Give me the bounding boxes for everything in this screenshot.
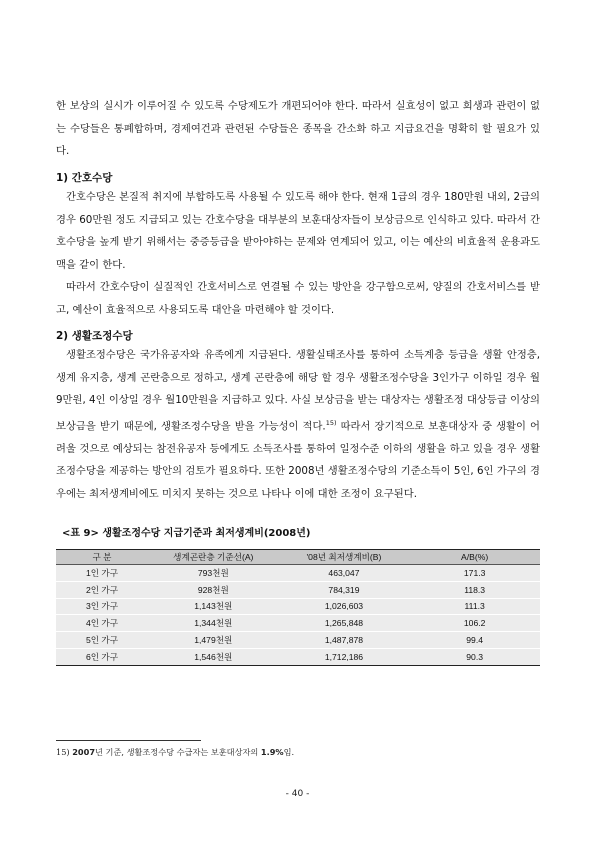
cell-category: 6인 가구 xyxy=(56,648,148,665)
cell-minimum-cost: 1,265,848 xyxy=(279,615,410,632)
cell-ratio: 118.3 xyxy=(409,581,540,598)
cell-threshold: 1,479천원 xyxy=(148,632,279,649)
paragraph-nursing-2: 따라서 간호수당이 실질적인 간호서비스로 연결될 수 있는 방안을 강구함으로써, 양질의 간호서비스를 받고, 예산이 효율적으로 사용되도록 대안을 마련해야 할 것이다. xyxy=(56,281,540,316)
paragraph-nursing-1: 간호수당은 본질적 취지에 부합하도록 사용될 수 있도록 해야 한다. 현재 1급의 경우 180만원 내외, 2급의 경우 60만원 정도 지급되고 있는 간호수당을 대부분의 보훈대상자들이 보상금으로 인식하고 있다. 따라서 간호수당을 높게 받기 위해서는 중증등급을 받아야하는 문제와 연계되어 있고, 이는 예산의 비효율적 운용과도 맥을 같이 한다. xyxy=(56,191,540,271)
paragraph-living-allowance xyxy=(56,344,540,506)
footnote xyxy=(56,747,294,758)
cell-ratio: 111.3 xyxy=(409,598,540,615)
cell-threshold: 1,143천원 xyxy=(148,598,279,615)
footnote-divider xyxy=(56,740,201,741)
cell-category: 5인 가구 xyxy=(56,632,148,649)
cell-threshold: 1,344천원 xyxy=(148,615,279,632)
cell-threshold: 928천원 xyxy=(148,581,279,598)
table-row xyxy=(56,565,540,582)
cell-ratio: 90.3 xyxy=(409,648,540,665)
col-header-minimum-cost: '08년 최저생계비(B) xyxy=(279,550,410,565)
cell-category: 4인 가구 xyxy=(56,615,148,632)
page-number: - 40 - xyxy=(285,789,310,799)
cell-ratio: 106.2 xyxy=(409,615,540,632)
paragraph-living-main: 생활조정수당은 국가유공자와 유족에게 지급된다. 생활실태조사를 통하여 소득계층 등급을 생활 안정층, 생계 유지층, 생계 곤란층으로 정하고, 생계 곤란층에 해당 할 경우 생활조정수당을 3인가구 이하일 경우 월 9만원, 4인 이상일 경우 월10만원을 지급하고 있다. 사실 보상금을 받는 대상자는 생활조정 대상등급 이상의 보상금을 받기 때문에, 생활조정수당을 받을 가능성이 적다. xyxy=(56,349,540,433)
col-header-category: 구 분 xyxy=(56,550,148,565)
cell-minimum-cost: 784,319 xyxy=(279,581,410,598)
table-row xyxy=(56,598,540,615)
table-row xyxy=(56,648,540,665)
footnote-number: 15) xyxy=(56,747,70,757)
table-row xyxy=(56,581,540,598)
footnote-text-b: 임. xyxy=(283,747,295,757)
col-header-ratio: A/B(%) xyxy=(409,550,540,565)
table-title: <표 9> 생활조정수당 지급기준과 최저생계비(2008년) xyxy=(62,528,311,539)
footnote-year: 2007 xyxy=(72,747,96,757)
cell-minimum-cost: 1,026,603 xyxy=(279,598,410,615)
table-row xyxy=(56,615,540,632)
section-heading-nursing-allowance: 1) 간호수당 xyxy=(56,172,113,184)
footnote-text-a: 년 기준, 생활조정수당 수급자는 보훈대상자의 xyxy=(95,747,261,757)
table-header-row xyxy=(56,550,540,565)
cell-category: 2인 가구 xyxy=(56,581,148,598)
cell-category: 3인 가구 xyxy=(56,598,148,615)
cell-ratio: 99.4 xyxy=(409,632,540,649)
cell-threshold: 1,546천원 xyxy=(148,648,279,665)
cell-minimum-cost: 463,047 xyxy=(279,565,410,582)
cell-category: 1인 가구 xyxy=(56,565,148,582)
cell-minimum-cost: 1,712,186 xyxy=(279,648,410,665)
cell-ratio: 171.3 xyxy=(409,565,540,582)
paragraph-intro: 한 보상의 실시가 이루어질 수 있도록 수당제도가 개편되어야 한다. 따라서 실효성이 없고 희생과 관련이 없는 수당들은 통폐합하며, 경제여건과 관련된 수당들은 종목을 간소화 하고 지급요건을 명확히 할 필요가 있다. xyxy=(56,100,540,158)
cell-threshold: 793천원 xyxy=(148,565,279,582)
footnote-reference: 15) xyxy=(325,418,337,427)
cell-minimum-cost: 1,487,878 xyxy=(279,632,410,649)
paragraph-living-rest: 따라서 장기적으로 보훈대상자 중 생활이 어려울 것으로 예상되는 참전유공자 등에게도 소득조사를 통하여 일정수준 이하의 생활을 하고 있을 경우 생활조정수당을 제공하는 방안의 검토가 필요하다. 또한 2008년 생활조정수당의 기준소득이 5인, 6인 가구의 경우에는 최저생계비에도 미치지 못하는 것으로 나타나 이에 대한 조정이 요구된다. xyxy=(56,420,540,500)
table-row xyxy=(56,632,540,649)
allowance-table xyxy=(56,549,540,666)
footnote-percent: 1.9% xyxy=(260,747,284,757)
col-header-threshold: 생계곤란층 기준선(A) xyxy=(148,550,279,565)
section-heading-living-allowance: 2) 생활조정수당 xyxy=(56,330,133,342)
